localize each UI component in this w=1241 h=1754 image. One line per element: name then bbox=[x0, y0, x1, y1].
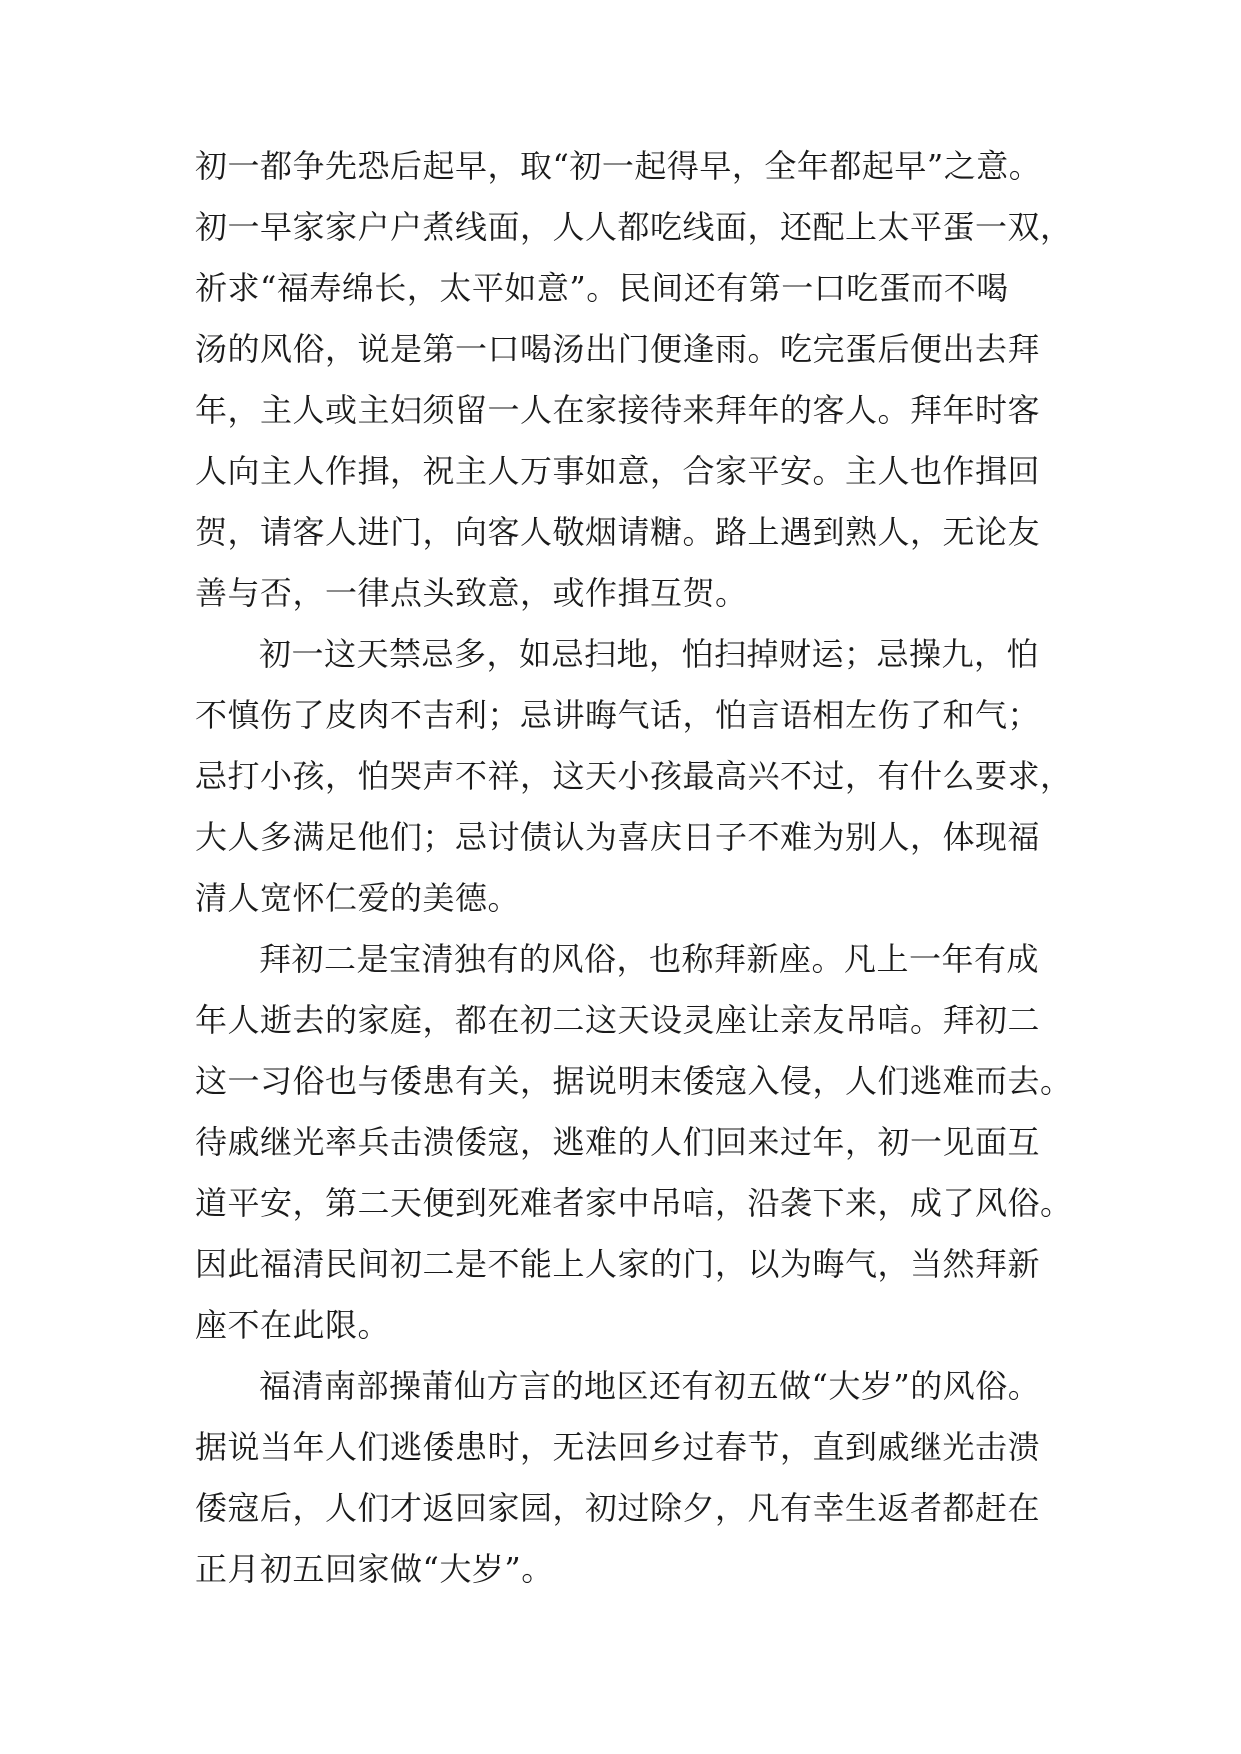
text-line: 座不在此限。 bbox=[195, 1306, 391, 1344]
paragraph-first-line: 初一这天禁忌多，如忌扫地，怕扫掉财运；忌操九，怕 bbox=[259, 635, 1040, 673]
text-line: 不慎伤了皮肉不吉利；忌讲晦气话，怕言语相左伤了和气； bbox=[195, 696, 1041, 734]
paragraph-first-line: 拜初二是宝清独有的风俗，也称拜新座。凡上一年有成 bbox=[259, 940, 1040, 978]
text-line: 汤的风俗，说是第一口喝汤出门便逢雨。吃完蛋后便出去拜 bbox=[195, 330, 1041, 368]
text-line: 初一都争先恐后起早，取“初一起得早，全年都起早”之意。 bbox=[195, 147, 1042, 185]
text-line: 清人宽怀仁爱的美德。 bbox=[195, 879, 521, 917]
paragraph-first-line: 福清南部操莆仙方言的地区还有初五做“大岁”的风俗。 bbox=[259, 1367, 1041, 1405]
text-line: 倭寇后，人们才返回家园，初过除夕，凡有幸生返者都赶在 bbox=[195, 1489, 1041, 1527]
text-line: 因此福清民间初二是不能上人家的门，以为晦气，当然拜新 bbox=[195, 1245, 1041, 1283]
text-line: 初一早家家户户煮线面，人人都吃线面，还配上太平蛋一双， bbox=[195, 208, 1073, 246]
text-line: 忌打小孩，怕哭声不祥，这天小孩最高兴不过，有什么要求， bbox=[195, 757, 1073, 795]
text-line: 贺，请客人进门，向客人敬烟请糖。路上遇到熟人，无论友 bbox=[195, 513, 1041, 551]
text-line: 年，主人或主妇须留一人在家接待来拜年的客人。拜年时客 bbox=[195, 391, 1041, 429]
text-line: 待戚继光率兵击溃倭寇，逃难的人们回来过年，初一见面互 bbox=[195, 1123, 1041, 1161]
text-line: 人向主人作揖，祝主人万事如意，合家平安。主人也作揖回 bbox=[195, 452, 1041, 490]
text-line: 大人多满足他们；忌讨债认为喜庆日子不难为别人，体现福 bbox=[195, 818, 1041, 856]
text-line: 据说当年人们逃倭患时，无法回乡过春节，直到戚继光击溃 bbox=[195, 1428, 1041, 1466]
text-line: 祈求“福寿绵长，太平如意”。民间还有第一口吃蛋而不喝 bbox=[195, 269, 1009, 307]
text-line: 年人逝去的家庭，都在初二这天设灵座让亲友吊唁。拜初二 bbox=[195, 1001, 1041, 1039]
text-line: 这一习俗也与倭患有关，据说明末倭寇入侵，人们逃难而去。 bbox=[195, 1062, 1073, 1100]
text-line: 正月初五回家做“大岁”。 bbox=[195, 1550, 554, 1588]
text-line: 道平安，第二天便到死难者家中吊唁，沿袭下来，成了风俗。 bbox=[195, 1184, 1073, 1222]
text-line: 善与否，一律点头致意，或作揖互贺。 bbox=[195, 574, 748, 612]
